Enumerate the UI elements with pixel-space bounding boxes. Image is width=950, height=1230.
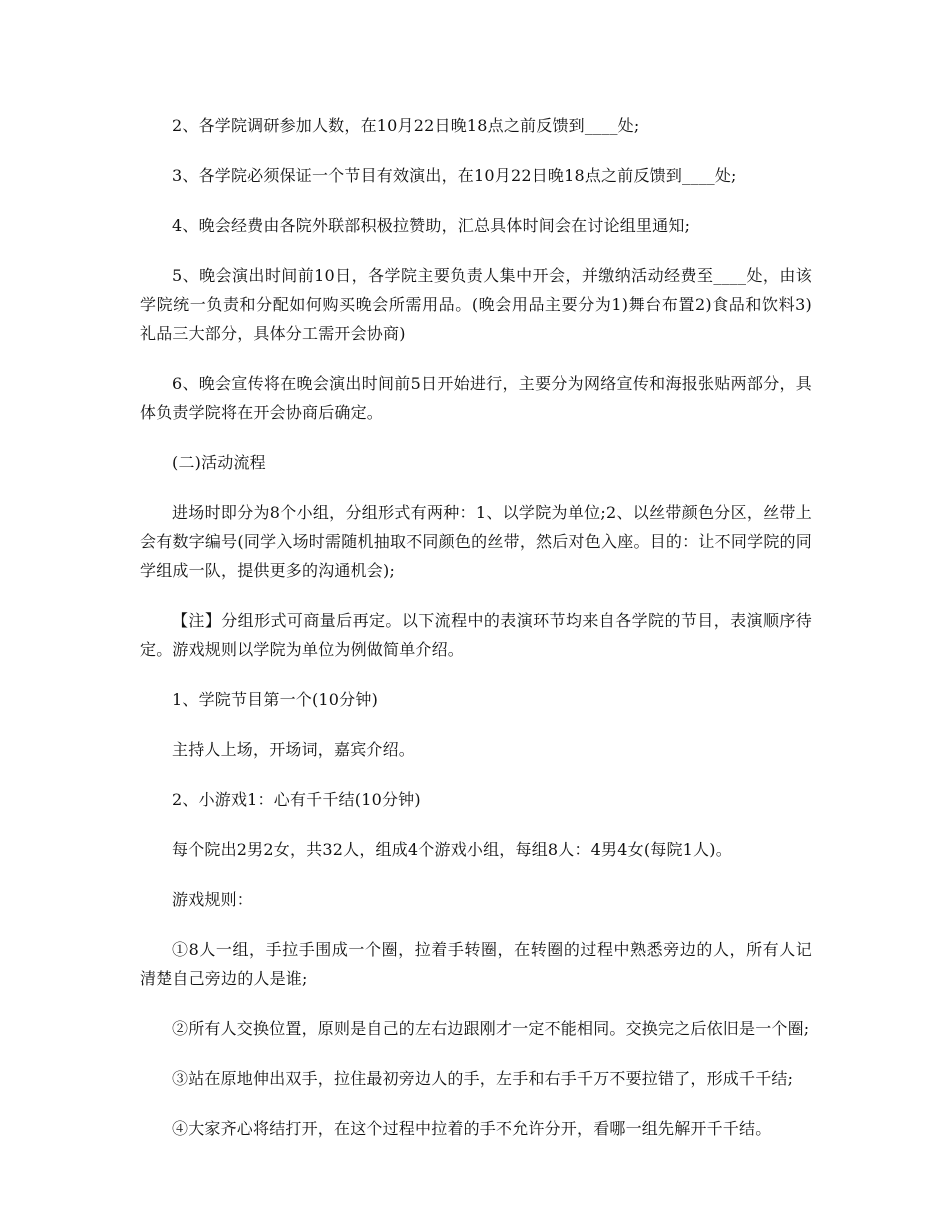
rule-step-4: ④大家齐心将结打开，在这个过程中拉着的手不允许分开，看哪一组先解开千千结。 <box>172 1119 772 1138</box>
paragraph-publicity: 6、晚会宣传将在晚会演出时间前5日开始进行，主要分为网络宣传和海报张贴两部分，具体负责学院将在开会协商后确定。 <box>140 374 812 422</box>
document-body <box>140 111 812 1164</box>
item-mini-game-1: 2、小游戏1：心有千千结(10分钟) <box>172 790 421 809</box>
paragraph-program-guarantee: 3、各学院必须保证一个节目有效演出，在10月22日晚18点之前反馈到____处; <box>172 166 737 185</box>
section-heading-activity-flow: (二)活动流程 <box>172 453 266 472</box>
paragraph-host-intro: 主持人上场，开场词，嘉宾介绍。 <box>172 740 416 759</box>
rule-step-1: ①8人一组，手拉手围成一个圈，拉着手转圈，在转圈的过程中熟悉旁边的人，所有人记清楚自己旁边的人是谁; <box>140 940 812 988</box>
rule-step-3: ③站在原地伸出双手，拉住最初旁边人的手，左手和右手千万不要拉错了，形成千千结; <box>172 1069 794 1088</box>
rule-step-2: ②所有人交换位置，原则是自己的左右边跟刚才一定不能相同。交换完之后依旧是一个圈; <box>172 1019 810 1038</box>
paragraph-game-rules-heading: 游戏规则： <box>172 890 254 909</box>
paragraph-funding: 4、晚会经费由各院外联部积极拉赞助，汇总具体时间会在讨论组里通知; <box>172 216 691 235</box>
paragraph-note: 【注】分组形式可商量后再定。以下流程中的表演环节均来自各学院的节目，表演顺序待定。游戏规则以学院为单位为例做简单介绍。 <box>140 611 812 659</box>
paragraph-meeting-supplies: 5、晚会演出时间前10日，各学院主要负责人集中开会，并缴纳活动经费至____处，由该学院统一负责和分配如何购买晚会所需用品。(晚会用品主要分为1)舞台布置2)食品和饮料3)礼品三大部分，具体分工需开会协商) <box>140 266 812 343</box>
item-college-program-first: 1、学院节目第一个(10分钟) <box>172 690 379 709</box>
paragraph-survey-participants: 2、各学院调研参加人数，在10月22日晚18点之前反馈到____处; <box>172 116 640 135</box>
paragraph-game-participants: 每个院出2男2女，共32人，组成4个游戏小组，每组8人：4男4女(每院1人)。 <box>172 840 732 859</box>
paragraph-grouping: 进场时即分为8个小组，分组形式有两种：1、以学院为单位;2、以丝带颜色分区，丝带上会有数字编号(同学入场时需随机抽取不同颜色的丝带，然后对色入座。目的：让不同学院的同学组成一队，提供更多的沟通机会); <box>140 503 812 580</box>
